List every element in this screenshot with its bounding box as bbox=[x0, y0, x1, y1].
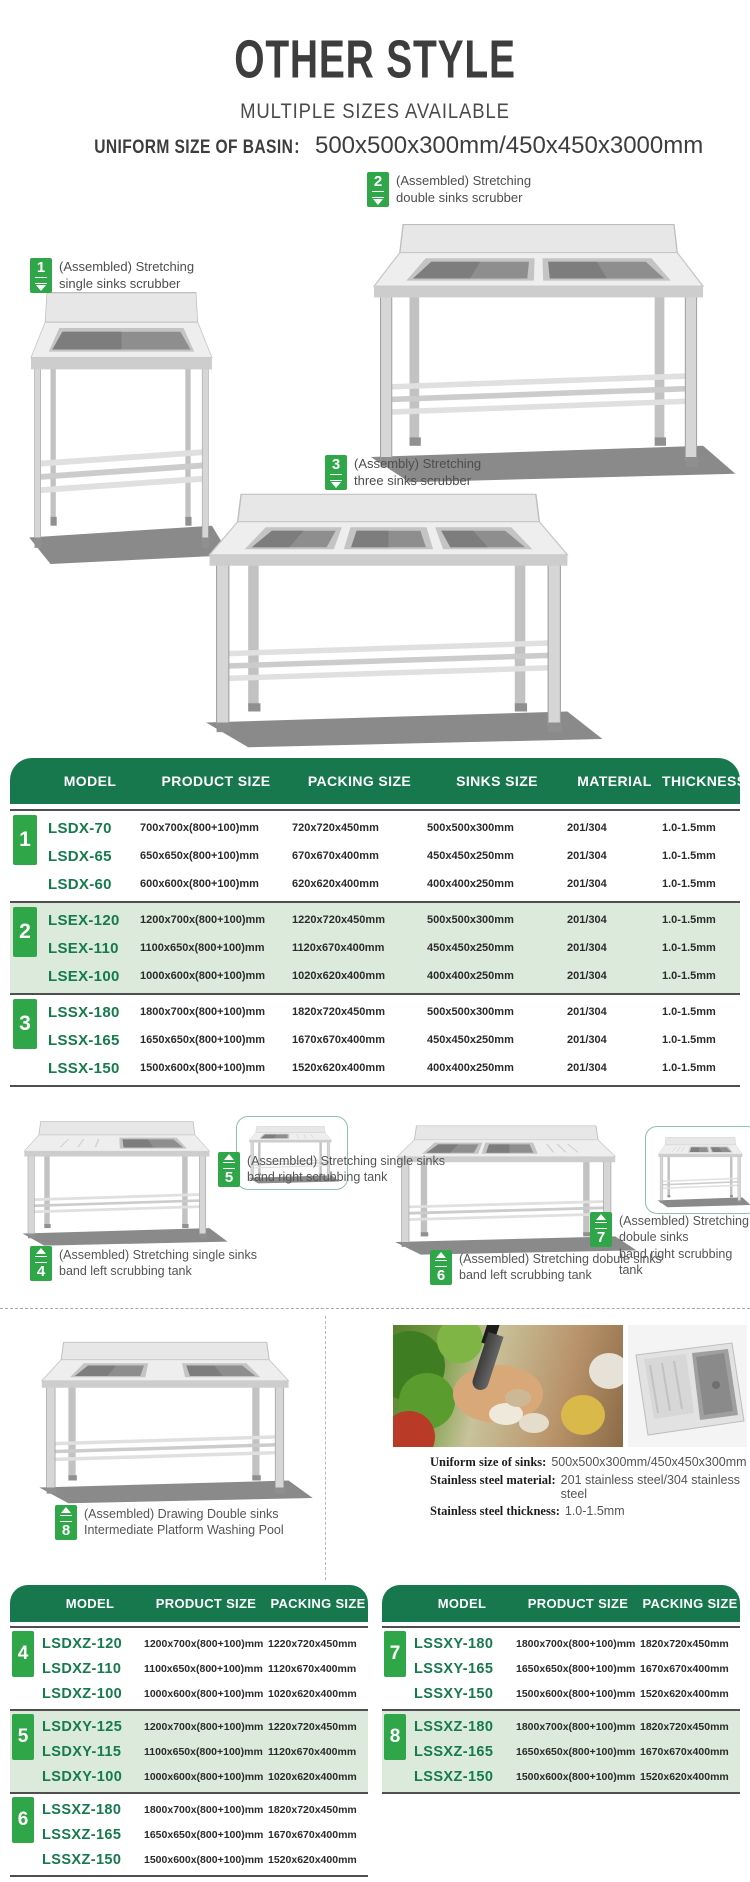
col-model: MODEL bbox=[63, 773, 117, 789]
packing-size-cell: 1120x670x400mm bbox=[268, 1745, 357, 1758]
product-size-cell: 1650x650x(800+100)mm bbox=[144, 1828, 264, 1841]
arrow-up-icon bbox=[436, 1252, 446, 1258]
table-row bbox=[10, 1714, 368, 1739]
dashed-divider-horizontal bbox=[0, 1308, 750, 1309]
table-group-2 bbox=[10, 901, 740, 993]
model-cell: LSDXY-100 bbox=[42, 1768, 123, 1785]
bottom-table-left-body bbox=[10, 1628, 368, 1877]
packing-size-cell: 1520x620x400mm bbox=[268, 1853, 357, 1866]
product-size-cell: 1000x600x(800+100)mm bbox=[144, 1770, 264, 1783]
packing-size-cell: 1670x670x400mm bbox=[640, 1662, 729, 1675]
callout-2 bbox=[367, 172, 531, 207]
page-subtitle: MULTIPLE SIZES AVAILABLE bbox=[240, 100, 510, 123]
thickness-cell: 1.0-1.5mm bbox=[662, 1034, 716, 1046]
packing-size-cell: 1520x620x400mm bbox=[292, 1062, 385, 1074]
table-row bbox=[10, 1054, 740, 1082]
table-row bbox=[10, 1764, 368, 1789]
arrow-up-icon bbox=[596, 1214, 606, 1220]
product-size-cell: 1500x600x(800+100)mm bbox=[516, 1770, 636, 1783]
product-size-cell: 1650x650x(800+100)mm bbox=[516, 1745, 636, 1758]
packing-size-cell: 1220x720x450mm bbox=[268, 1637, 357, 1650]
model-cell: LSSXY-150 bbox=[414, 1685, 494, 1702]
model-cell: LSDX-60 bbox=[48, 875, 112, 893]
callout-5 bbox=[218, 1152, 445, 1187]
number-badge-4-icon: 4 bbox=[30, 1246, 52, 1281]
product-size-cell: 1200x700x(800+100)mm bbox=[144, 1720, 264, 1733]
callout-4-label: (Assembled) Stretching single sinks band left scrubbing tank bbox=[59, 1248, 257, 1279]
product-size-cell: 700x700x(800+100)mm bbox=[140, 822, 259, 834]
product-size-cell: 1800x700x(800+100)mm bbox=[516, 1720, 636, 1733]
table-row bbox=[10, 962, 740, 990]
sinks-size-cell: 400x400x250mm bbox=[427, 878, 514, 890]
pepper-blob bbox=[561, 1395, 605, 1435]
number-badge-2-icon: 2 bbox=[367, 172, 389, 207]
model-cell: LSSXZ-180 bbox=[414, 1718, 494, 1735]
model-cell: LSSXZ-165 bbox=[414, 1743, 494, 1760]
number-badge-7-icon: 7 bbox=[590, 1212, 612, 1247]
material-cell: 201/304 bbox=[567, 878, 607, 890]
packing-size-cell: 620x620x400mm bbox=[292, 878, 379, 890]
number-badge-6-icon: 6 bbox=[430, 1250, 452, 1285]
model-cell: LSEX-100 bbox=[48, 967, 120, 985]
model-cell: LSSXY-180 bbox=[414, 1635, 494, 1652]
table-row bbox=[382, 1714, 740, 1739]
model-cell: LSSXZ-180 bbox=[42, 1801, 122, 1818]
col-product-size: PRODUCT SIZE bbox=[527, 1596, 629, 1611]
packing-size-cell: 1670x670x400mm bbox=[268, 1828, 357, 1841]
packing-size-cell: 1520x620x400mm bbox=[640, 1770, 729, 1783]
page-header bbox=[0, 28, 750, 160]
basin-size-label: UNIFORM SIZE OF BASIN： bbox=[93, 137, 309, 158]
callout-7-label: (Assembled) Stretching dobule sinks band right scrubbing tank bbox=[619, 1214, 749, 1277]
packing-size-cell: 1220x720x450mm bbox=[292, 914, 385, 926]
product-size-cell: 1200x700x(800+100)mm bbox=[140, 914, 266, 926]
vegetable-cutting-photo bbox=[393, 1325, 623, 1447]
number-badge-1-icon: 1 bbox=[30, 258, 52, 293]
bottom-table-right-body bbox=[382, 1628, 740, 1794]
arrow-up-icon bbox=[36, 1248, 46, 1254]
arrow-down-icon bbox=[36, 285, 46, 291]
table-group-7 bbox=[382, 1628, 740, 1709]
number-badge-3-icon: 3 bbox=[325, 455, 347, 490]
product-size-cell: 1800x700x(800+100)mm bbox=[144, 1803, 264, 1816]
spec-table-body bbox=[10, 811, 740, 1087]
bottom-table-left bbox=[10, 1585, 368, 1877]
packing-size-cell: 1020x620x400mm bbox=[268, 1770, 357, 1783]
packing-size-cell: 1520x620x400mm bbox=[640, 1687, 729, 1700]
material-cell: 201/304 bbox=[567, 850, 607, 862]
col-product-size: PRODUCT SIZE bbox=[161, 773, 271, 789]
product-size-cell: 1000x600x(800+100)mm bbox=[140, 970, 266, 982]
callout-3 bbox=[325, 455, 481, 490]
product-size-cell: 1500x600x(800+100)mm bbox=[144, 1853, 264, 1866]
dashed-divider-vertical bbox=[325, 1316, 326, 1580]
group-number-badge: 1 bbox=[13, 815, 37, 865]
info-block bbox=[430, 1455, 745, 1522]
bottom-table-right-header bbox=[382, 1585, 740, 1622]
thickness-cell: 1.0-1.5mm bbox=[662, 914, 716, 926]
bottom-table-left-header bbox=[10, 1585, 368, 1622]
group-number-badge: 6 bbox=[12, 1797, 34, 1843]
model-cell: LSSXZ-150 bbox=[42, 1851, 122, 1868]
model-cell: LSSXZ-150 bbox=[414, 1768, 494, 1785]
callout-5-label: (Assembled) Stretching single sinks band right scrubbing tank bbox=[247, 1154, 445, 1185]
basin-size-value: 500x500x300mm/450x450x3000mm bbox=[314, 132, 704, 159]
thickness-cell: 1.0-1.5mm bbox=[662, 822, 716, 834]
sinks-size-cell: 500x500x300mm bbox=[427, 1006, 514, 1018]
info-line: Stainless steel thickness: 1.0-1.5mm bbox=[430, 1504, 625, 1518]
product-size-cell: 1500x600x(800+100)mm bbox=[140, 1062, 266, 1074]
spec-table-header bbox=[10, 758, 747, 804]
material-cell: 201/304 bbox=[567, 970, 607, 982]
col-thickness: THICKNESS bbox=[662, 773, 747, 789]
thickness-cell: 1.0-1.5mm bbox=[662, 1006, 716, 1018]
table-group-6 bbox=[10, 1792, 368, 1875]
sinks-size-cell: 400x400x250mm bbox=[427, 1062, 514, 1074]
table-row bbox=[10, 1822, 368, 1847]
product-size-cell: 1650x650x(800+100)mm bbox=[516, 1662, 636, 1675]
packing-size-cell: 1020x620x400mm bbox=[292, 970, 385, 982]
model-cell: LSDXY-125 bbox=[42, 1718, 123, 1735]
product-size-cell: 1100x650x(800+100)mm bbox=[140, 942, 265, 954]
table-group-5 bbox=[10, 1709, 368, 1792]
thickness-cell: 1.0-1.5mm bbox=[662, 970, 716, 982]
product-size-cell: 1000x600x(800+100)mm bbox=[144, 1687, 264, 1700]
product-size-cell: 1100x650x(800+100)mm bbox=[144, 1662, 263, 1675]
product-size-cell: 1200x700x(800+100)mm bbox=[144, 1637, 264, 1650]
table-row bbox=[382, 1631, 740, 1656]
basin-size-line bbox=[0, 132, 750, 160]
table-row bbox=[382, 1739, 740, 1764]
model-cell: LSDXZ-110 bbox=[42, 1660, 122, 1677]
packing-size-cell: 1820x720x450mm bbox=[268, 1803, 357, 1816]
spec-table bbox=[10, 758, 747, 1087]
callout-1 bbox=[30, 258, 194, 293]
callout-4 bbox=[30, 1246, 257, 1281]
table-row bbox=[10, 1026, 740, 1054]
thickness-cell: 1.0-1.5mm bbox=[662, 942, 716, 954]
arrow-down-icon bbox=[373, 199, 383, 205]
table-group-4 bbox=[10, 1628, 368, 1709]
product-size-cell: 1650x650x(800+100)mm bbox=[140, 1034, 266, 1046]
product-size-cell: 1800x700x(800+100)mm bbox=[516, 1637, 636, 1650]
model-cell: LSDX-70 bbox=[48, 819, 112, 837]
table-group-1 bbox=[10, 811, 740, 901]
packing-size-cell: 720x720x450mm bbox=[292, 822, 379, 834]
table-group-3 bbox=[10, 993, 740, 1085]
col-packing-size: PACKING SIZE bbox=[307, 773, 412, 789]
table-group-8 bbox=[382, 1709, 740, 1792]
callout-7 bbox=[590, 1212, 750, 1278]
sink-topview-graphic bbox=[628, 1325, 747, 1447]
callout-8-label: (Assembled) Drawing Double sinks Intermediate Platform Washing Pool bbox=[84, 1507, 284, 1538]
material-cell: 201/304 bbox=[567, 1062, 607, 1074]
sinks-size-cell: 450x450x250mm bbox=[427, 1034, 514, 1046]
callout-6-label: (Assembled) Stretching dobule sinks band left scrubbing tank bbox=[459, 1252, 662, 1283]
model-cell: LSSXZ-165 bbox=[42, 1826, 122, 1843]
double-sink-center-platform-image bbox=[20, 1330, 320, 1505]
table-row bbox=[382, 1656, 740, 1681]
double-sink-left-board-thumb bbox=[645, 1126, 750, 1214]
table-row bbox=[10, 1739, 368, 1764]
callout-2-label: (Assembled) Stretching double sinks scrubber bbox=[396, 173, 532, 205]
material-cell: 201/304 bbox=[567, 914, 607, 926]
model-cell: LSEX-110 bbox=[48, 939, 119, 957]
material-cell: 201/304 bbox=[567, 1006, 607, 1018]
material-cell: 201/304 bbox=[567, 822, 607, 834]
model-cell: LSDX-65 bbox=[48, 847, 112, 865]
model-cell: LSDXZ-120 bbox=[42, 1635, 123, 1652]
product-size-cell: 1100x650x(800+100)mm bbox=[144, 1745, 263, 1758]
double-sink-image bbox=[345, 205, 745, 485]
packing-size-cell: 1020x620x400mm bbox=[268, 1687, 357, 1700]
product-size-cell: 600x600x(800+100)mm bbox=[140, 878, 259, 890]
packing-size-cell: 1820x720x450mm bbox=[640, 1637, 729, 1650]
product-size-cell: 650x650x(800+100)mm bbox=[140, 850, 259, 862]
col-material: MATERIAL bbox=[577, 773, 652, 789]
sink-photo-thumb bbox=[628, 1325, 747, 1447]
material-cell: 201/304 bbox=[567, 942, 607, 954]
thickness-cell: 1.0-1.5mm bbox=[662, 850, 716, 862]
info-line: Stainless steel material: 201 stainless steel/304 stainless steel bbox=[430, 1473, 740, 1501]
model-cell: LSDXZ-100 bbox=[42, 1685, 123, 1702]
triple-sink-image bbox=[178, 475, 613, 750]
product-size-cell: 1500x600x(800+100)mm bbox=[516, 1687, 636, 1700]
model-cell: LSSX-165 bbox=[48, 1031, 120, 1049]
packing-size-cell: 1120x670x400mm bbox=[292, 942, 385, 954]
table-row bbox=[10, 934, 740, 962]
info-line: Uniform size of sinks: 500x500x300mm/450x450x300mm bbox=[430, 1455, 747, 1469]
group-number-badge: 8 bbox=[384, 1714, 406, 1760]
arrow-up-icon bbox=[224, 1154, 234, 1160]
table-row bbox=[10, 1631, 368, 1656]
table-row bbox=[10, 1797, 368, 1822]
number-badge-5-icon: 5 bbox=[218, 1152, 240, 1187]
table-row bbox=[10, 842, 740, 870]
table-row bbox=[10, 1847, 368, 1872]
group-number-badge: 2 bbox=[13, 907, 37, 957]
col-sinks-size: SINKS SIZE bbox=[456, 773, 538, 789]
packing-size-cell: 1120x670x400mm bbox=[268, 1662, 357, 1675]
bottom-table-right bbox=[382, 1585, 740, 1794]
model-cell: LSSX-180 bbox=[48, 1003, 120, 1021]
table-row bbox=[10, 906, 740, 934]
group-number-badge: 4 bbox=[12, 1631, 34, 1677]
group-number-badge: 7 bbox=[384, 1631, 406, 1677]
packing-size-cell: 1670x670x400mm bbox=[292, 1034, 385, 1046]
packing-size-cell: 1220x720x450mm bbox=[268, 1720, 357, 1733]
col-product-size: PRODUCT SIZE bbox=[155, 1596, 257, 1611]
col-model: MODEL bbox=[437, 1596, 487, 1611]
arrow-up-icon bbox=[61, 1507, 71, 1513]
sinks-size-cell: 400x400x250mm bbox=[427, 970, 514, 982]
table-row bbox=[10, 870, 740, 898]
table-row bbox=[10, 814, 740, 842]
sinks-size-cell: 500x500x300mm bbox=[427, 914, 514, 926]
model-cell: LSDXY-115 bbox=[42, 1743, 122, 1760]
product-size-cell: 1800x700x(800+100)mm bbox=[140, 1006, 266, 1018]
table-row bbox=[10, 1681, 368, 1706]
number-badge-8-icon: 8 bbox=[55, 1505, 77, 1540]
single-sink-left-board-image bbox=[8, 1112, 233, 1247]
thickness-cell: 1.0-1.5mm bbox=[662, 1062, 716, 1074]
page-title: OTHER STYLE bbox=[234, 29, 516, 90]
sinks-size-cell: 500x500x300mm bbox=[427, 822, 514, 834]
callout-3-label: (Assembly) Stretching three sinks scrubber bbox=[354, 456, 482, 488]
table-row bbox=[382, 1764, 740, 1789]
table-row bbox=[10, 998, 740, 1026]
table-row bbox=[10, 1656, 368, 1681]
packing-size-cell: 1820x720x450mm bbox=[640, 1720, 729, 1733]
model-cell: LSSXY-165 bbox=[414, 1660, 494, 1677]
group-number-badge: 5 bbox=[12, 1714, 34, 1760]
material-cell: 201/304 bbox=[567, 1034, 607, 1046]
arrow-down-icon bbox=[331, 482, 341, 488]
packing-size-cell: 1670x670x400mm bbox=[640, 1745, 729, 1758]
col-packing-size: PACKING SIZE bbox=[642, 1596, 738, 1611]
table-row bbox=[382, 1681, 740, 1706]
callout-8 bbox=[55, 1505, 284, 1540]
model-cell: LSEX-120 bbox=[48, 911, 120, 929]
sinks-size-cell: 450x450x250mm bbox=[427, 850, 514, 862]
col-packing-size: PACKING SIZE bbox=[270, 1596, 366, 1611]
group-number-badge: 3 bbox=[13, 999, 37, 1049]
packing-size-cell: 670x670x400mm bbox=[292, 850, 379, 862]
callout-1-label: (Assembled) Stretching single sinks scrubber bbox=[59, 259, 195, 291]
packing-size-cell: 1820x720x450mm bbox=[292, 1006, 385, 1018]
model-cell: LSSX-150 bbox=[48, 1059, 120, 1077]
col-model: MODEL bbox=[65, 1596, 115, 1611]
thickness-cell: 1.0-1.5mm bbox=[662, 878, 716, 890]
sinks-size-cell: 450x450x250mm bbox=[427, 942, 514, 954]
